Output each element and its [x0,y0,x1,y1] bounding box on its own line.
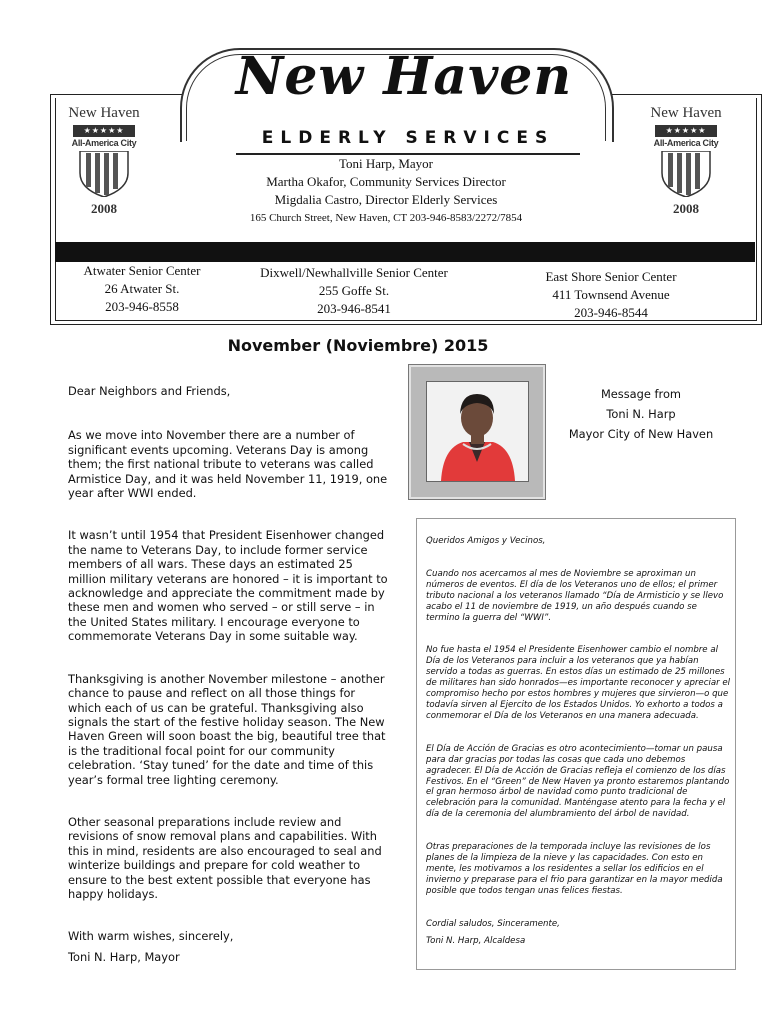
letter-paragraph-es: El Día de Acción de Gracias es otro acontecimiento—tomar un pausa para dar gracias por todas las cosas que cada uno debemos agradecer. El Día de Acción de Gracias refleja el comienzo de los días Festivos. En el “Green” de New Haven ya pronto estaremos plantando el gran hermoso árbol de navidad como punto tradicional de celebración para la comunidad. Manténgase atento para la fecha y el día de la ceremonia del alumbramiento del árbol de navidad. [426,743,730,820]
seal-banner-text: All-America City [71,138,137,148]
message-from-block [555,384,727,444]
letterhead-top-rule-right [588,94,761,95]
center-address: 255 Goffe St. [318,283,390,298]
center-phone: 203-946-8544 [574,305,648,320]
shield-icon [660,151,712,197]
seal-stars: ★★★★★ [655,125,717,137]
seal-city: New Haven [68,105,140,121]
officials-block [162,155,610,227]
center-atwater [62,262,222,316]
center-dixwell [236,264,472,318]
center-name: Atwater Senior Center [83,263,201,278]
center-east-shore [530,268,692,322]
letter-paragraph: Thanksgiving is another November milestone – another chance to pause and reflect on all those things for which each of us can be grateful. Thanksgiving also signals the start of the festive holiday season. The New Haven Green will soon boast the big, beautiful tree that is the traditional focal point for our community celebration. ‘Stay tuned’ for the date and time of this year’s formal tree lighting ceremony. [68,671,386,787]
header-divider-bar [55,242,755,262]
letter-signature: Toni N. Harp, Mayor [68,949,180,964]
letter-closing-es: Cordial saludos, Sinceramente, [426,918,560,929]
all-america-city-seal-left [56,104,152,217]
seal-stars: ★★★★★ [73,125,135,137]
center-name: East Shore Senior Center [545,269,677,284]
letter-spanish [426,536,732,958]
letter-paragraph: It wasn’t until 1954 that President Eisenhower changed the name to Veterans Day, to include former service members of all wars. These days an estimated 25 million military veterans are honored – it is important to acknowledge and appreciate the commitment made by these men and women who served – or still serve – in the United States military. I encourage everyone to commemorate Veterans Day in some suitable way. [68,528,388,644]
letter-closing: With warm wishes, sincerely, [68,929,234,944]
center-address: 411 Townsend Avenue [552,287,670,302]
official-elderly-director: Migdalia Castro, Director Elderly Services [274,192,498,207]
message-from-name: Toni N. Harp [606,407,676,421]
shield-icon [78,151,130,197]
letter-paragraph: As we move into November there are a number of significant events upcoming. Veterans Day is among them; the first national tribute to veterans was called Armistice Day, and it was held November 11, 1919, one year after WWI ended. [68,428,388,501]
letter-paragraph-es: No fue hasta el 1954 el Presidente Eisenhower cambio el nombre al Día de los Veteranos para incluir a los veteranos que ya habían servido a todas as guerras. En estos días un estimado de 25 millones de militares han sido honrados—es importante reconocer y apreciar el compromiso hecho por estos hombres y mujeres que sirvieron—o que todavía sirven al Ejercito de los Estados Unidos. Yo exhorto a todos a conmemorar el Día de los Veteranos en una manera adecuada. [426,645,731,721]
message-from-label: Message from [600,387,682,401]
letter-greeting-es: Queridos Amigos y Vecinos, [426,536,546,546]
seal-year: 2008 [673,201,699,216]
page-title: November (Noviembre) 2015 [227,336,489,355]
center-name: Dixwell/Newhallville Senior Center [260,265,448,280]
letter-signature-es: Toni N. Harp, Alcaldesa [426,935,526,946]
letter-paragraph: Other seasonal preparations include review and revisions of snow removal plans and capabilities. With this in mind, residents are also encouraged to seal and winterize buildings and prepare for cold weather to ensure to the best extent possible that everyone has happy holidays. [68,814,382,901]
letter-greeting: Dear Neighbors and Friends, [68,384,231,398]
center-address: 26 Atwater St. [104,281,180,296]
logo-title: New Haven [235,46,573,107]
logo-subtitle: ELDERLY SERVICES [261,128,555,148]
seal-banner-text: All-America City [653,138,719,148]
letterhead-top-rule-left [50,94,202,95]
seal-year: 2008 [91,201,117,216]
letter-english [68,384,390,978]
center-phone: 203-946-8558 [105,299,179,314]
official-mayor: Toni Harp, Mayor [338,156,434,171]
official-community-director: Martha Okafor, Community Services Director [266,174,506,189]
letter-paragraph-es: Cuando nos acercamos al mes de Noviembre se aproximan un números de eventos. El día de los Veteranos uno de ellos; el primer tributo nacional a los veteranos llamado “Día de Armisticio y se llevo acabo el 11 de noviembre de 1919, un año después cuando se termino la guerra del “WWI”. [426,568,724,623]
office-address: 165 Church Street, New Haven, CT 203-946-8583/2272/7854 [249,212,523,224]
letter-paragraph-es: Otras preparaciones de la temporada incluye las revisiones de los planes de la limpieza de la nieve y las capacidades. Con esto en mente, les motivamos a los residentes a sellar los edificios en el invierno y preparase para el frio para garantizar en la mayor medida posible que todos tengan unas felices fiestas. [426,842,723,896]
center-phone: 203-946-8541 [317,301,391,316]
message-from-title: Mayor City of New Haven [568,427,714,441]
seal-city: New Haven [650,105,722,121]
all-america-city-seal-right [638,104,734,217]
mayor-photo [426,381,529,482]
